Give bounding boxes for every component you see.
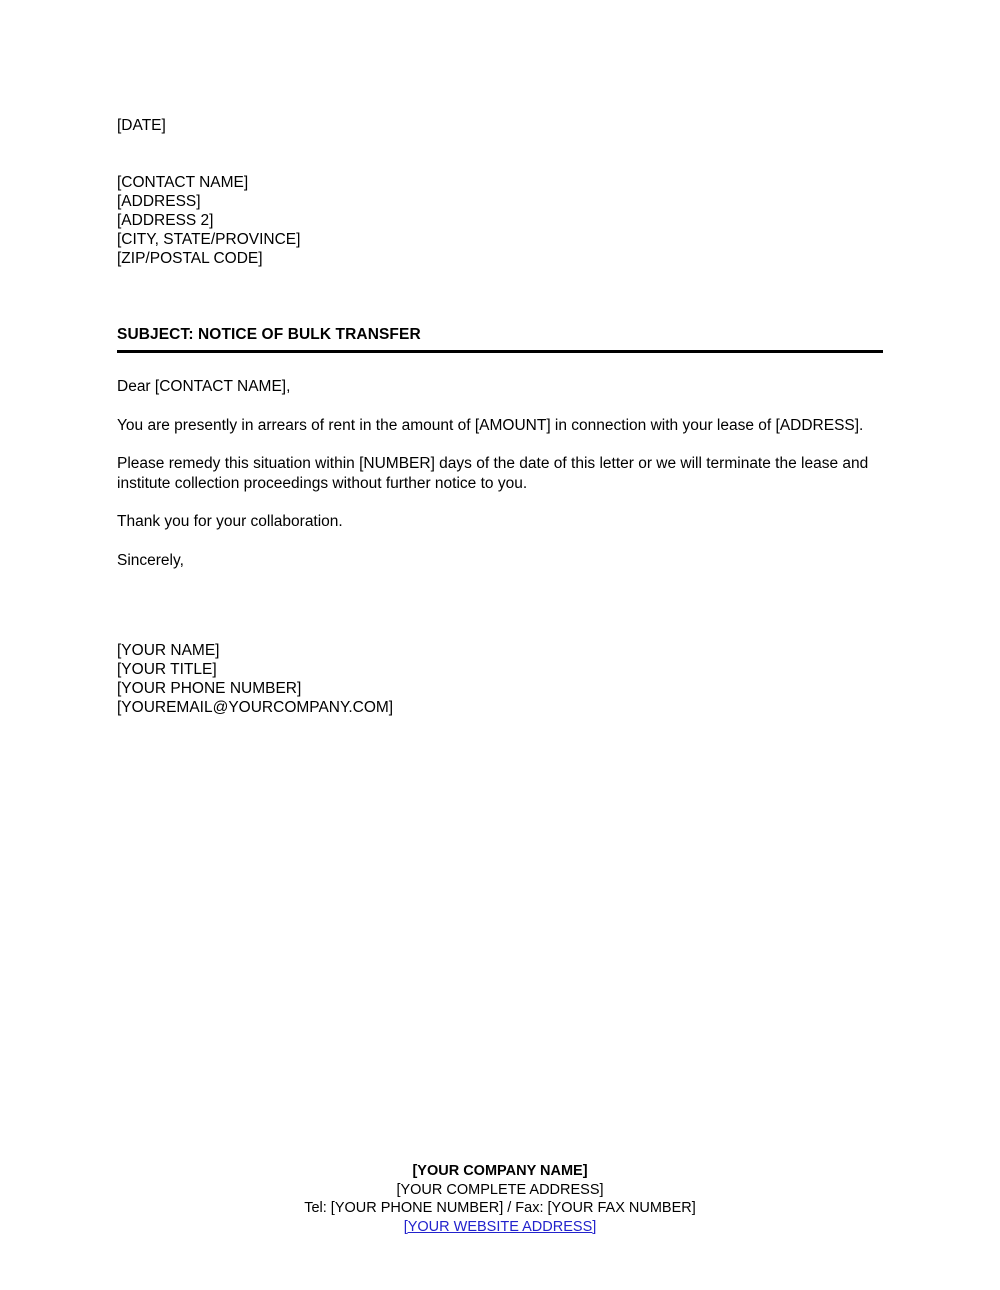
sender-title: [YOUR TITLE] [117,661,217,678]
recipient-city-state: [CITY, STATE/PROVINCE] [117,231,301,248]
subject-line: SUBJECT: NOTICE OF BULK TRANSFER [117,326,421,343]
body-paragraph-1: You are presently in arrears of rent in the amount of [AMOUNT] in connection with your lease of [ADDRESS]. [117,416,864,434]
footer-website-text[interactable]: [YOUR WEBSITE ADDRESS] [403,1218,597,1235]
signature-block [117,641,883,717]
subject-section [117,325,883,353]
recipient-postal-code: [ZIP/POSTAL CODE] [117,250,263,267]
body-paragraph-2: Please remedy this situation within [NUMBER] days of the date of this letter or we will terminate the lease and institute collection proceedings without further notice to you. [117,455,869,492]
horizontal-rule [117,350,883,353]
date-line: [DATE] [117,117,166,134]
footer-address: [YOUR COMPLETE ADDRESS] [396,1181,604,1198]
letter-content [117,0,883,717]
footer-contact: Tel: [YOUR PHONE NUMBER] / Fax: [YOUR FAX NUMBER] [304,1200,696,1216]
closing-line: Sincerely, [117,551,184,569]
footer-website-link[interactable] [0,1218,1000,1237]
sender-email: [YOUREMAIL@YOURCOMPANY.COM] [117,699,394,716]
page-footer [0,1162,1000,1236]
salutation: Dear [CONTACT NAME], [117,378,291,395]
body-paragraph-3: Thank you for your collaboration. [117,513,343,530]
letter-body [117,377,883,570]
recipient-contact-name: [CONTACT NAME] [117,174,249,191]
recipient-address-1: [ADDRESS] [117,193,201,210]
recipient-address-2: [ADDRESS 2] [117,212,214,229]
footer-company-name: [YOUR COMPANY NAME] [412,1163,588,1179]
sender-phone: [YOUR PHONE NUMBER] [117,680,302,697]
sender-name: [YOUR NAME] [117,642,220,659]
recipient-address-block [117,173,883,268]
